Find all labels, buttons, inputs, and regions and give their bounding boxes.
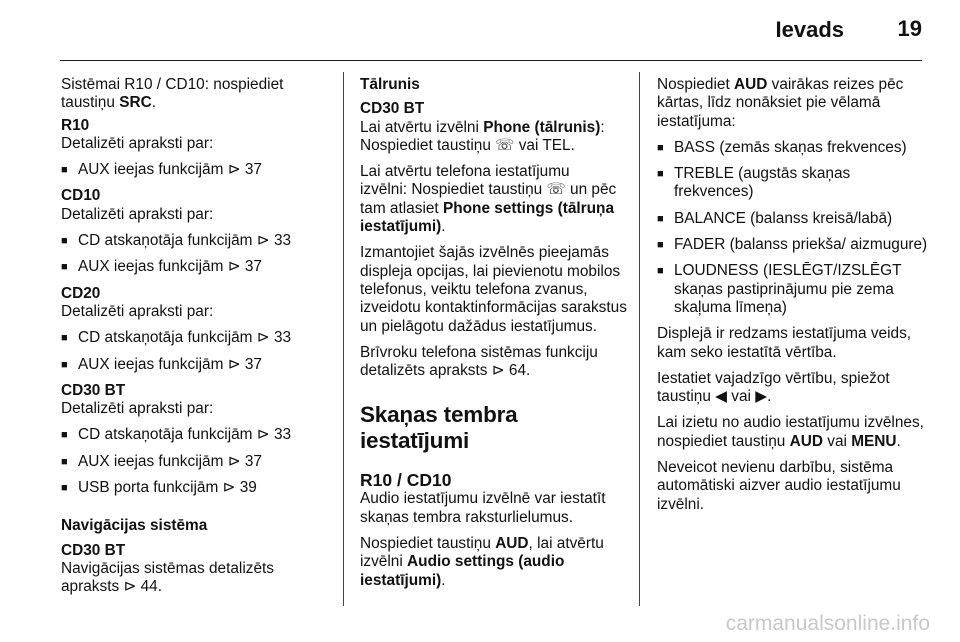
r10-cd10-heading: R10 / CD10 (360, 470, 452, 491)
section-title: Ievads (775, 17, 844, 42)
auto-close-paragraph: Neveicot nevienu darbību, sistēma automātiski aizver audio iestatījumu izvēlni. (657, 459, 901, 513)
page-number: 19 (897, 16, 922, 41)
exit-paragraph: Lai izietu no audio iestatījumu izvēlnes, nospiediet taustiņu AUD vai MENU. (657, 414, 924, 450)
cd30-heading: CD30 BT (61, 381, 126, 399)
cd30-lead: Detalizēti apraksti par: (61, 400, 214, 418)
adjust-paragraph: Iestatiet vajadzīgo vērtību, spiežot taustiņu ◀ vai ▶. (657, 369, 890, 406)
phone-paragraph-4: Brīvroku telefona sistēmas funkciju detalizēts apraksts ⊳ 64. (360, 343, 598, 380)
list-item: ■ CD atskaņotāja funkcijām ⊳ 33 (61, 329, 333, 347)
phone-heading: Tālrunis (360, 76, 420, 93)
list-item: ■ AUX ieejas funkcijām ⊳ 37 (61, 453, 333, 471)
header-rule (60, 60, 922, 61)
list-item: ■ TREBLE (augstās skaņas frekvences) (657, 165, 929, 202)
column-1 (61, 76, 333, 597)
aud-paragraph: Nospiediet AUD vairākas reizes pēc kārtas, līdz nonāksiet pie vēlamā iestatījuma: (657, 76, 904, 130)
nav-heading: Navigācijas sistēma (61, 517, 208, 535)
nav-subheading: CD30 BT (61, 541, 126, 559)
intro-paragraph: Sistēmai R10 / CD10: nospiediet taustiņu SRC. (61, 76, 284, 112)
r10-heading: R10 (61, 116, 90, 134)
tone-paragraph-1: Audio iestatījumu izvēlnē var iestatīt skaņas tembra raksturlielumus. (360, 490, 606, 526)
page-header (0, 0, 960, 62)
column-divider (343, 72, 344, 606)
list-item: ■ CD atskaņotāja funkcijām ⊳ 33 (61, 426, 333, 444)
phone-subheading: CD30 BT (360, 100, 425, 118)
list-item: ■ AUX ieejas funkcijām ⊳ 37 (61, 258, 333, 276)
cd20-heading: CD20 (61, 284, 101, 302)
column-2 (360, 76, 632, 598)
cd10-lead: Detalizēti apraksti par: (61, 205, 214, 223)
phone-paragraph-2: Lai atvērtu telefona iestatījumu izvēlni: Nospiediet taustiņu ☏ un pēc tam atlasiet Phone settings (tālruņa iestatījumi). (360, 163, 617, 236)
list-item: ■ LOUDNESS (IESLĒGT/IZSLĒGT skaņas pastiprinājumu pie zema skaļuma līmeņa) (657, 262, 929, 317)
tone-paragraph-2: Nospiediet taustiņu AUD, lai atvērtu izvēlni Audio settings (audio iestatījumi). (360, 535, 604, 589)
watermark: carmanualsonline.info (725, 612, 930, 635)
cd10-heading: CD10 (61, 187, 101, 205)
list-item: ■ AUX ieejas funkcijām ⊳ 37 (61, 161, 333, 179)
phone-paragraph-3: Izmantojiet šajās izvēlnēs pieejamās displeja opcijas, lai pievienotu mobilos telefonus, veiktu telefona zvanus, izveidotu kontaktinformācijas sarakstus un pielāgotu dažādus iestatījumus. (360, 244, 627, 335)
column-divider (639, 72, 640, 606)
key-src: SRC (119, 94, 152, 112)
list-item: ■ AUX ieejas funkcijām ⊳ 37 (61, 356, 333, 374)
column-3 (657, 76, 929, 522)
cd20-lead: Detalizēti apraksti par: (61, 302, 214, 320)
list-item: ■ CD atskaņotāja funkcijām ⊳ 33 (61, 232, 333, 250)
r10-lead: Detalizēti apraksti par: (61, 134, 214, 152)
list-item: ■ BASS (zemās skaņas frekvences) (657, 139, 929, 157)
tone-settings-heading: Skaņas tembra iestatījumi (360, 402, 518, 454)
list-item: ■ USB porta funkcijām ⊳ 39 (61, 479, 333, 497)
list-item: ■ FADER (balanss priekša/ aizmugure) (657, 236, 929, 254)
nav-text: Navigācijas sistēmas detalizēts apraksts ⊳ 44. (61, 559, 274, 596)
list-item: ■ BALANCE (balanss kreisā/labā) (657, 210, 929, 228)
display-paragraph: Displejā ir redzams iestatījuma veids, kam seko iestatītā vērtība. (657, 325, 912, 361)
phone-paragraph-1: Lai atvērtu izvēlni Phone (tālrunis): Nospiediet taustiņu ☏ vai TEL. (360, 118, 605, 154)
